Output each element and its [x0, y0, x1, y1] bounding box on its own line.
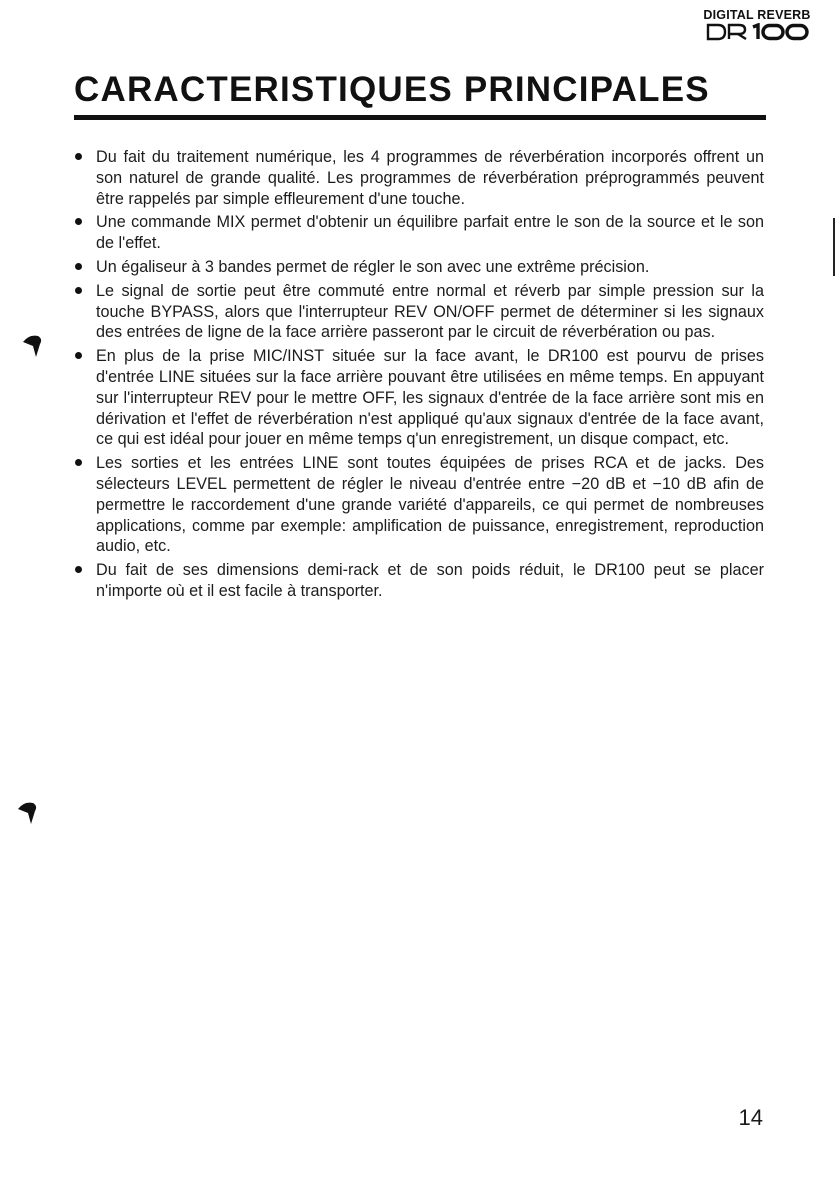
list-item	[72, 346, 764, 450]
list-item	[72, 147, 764, 209]
bullet-dot-icon	[75, 153, 82, 160]
list-item	[72, 257, 764, 278]
title-underline	[74, 115, 766, 120]
bullet-dot-icon	[75, 218, 82, 225]
page-title: CARACTERISTIQUES PRINCIPALES	[74, 70, 710, 109]
pointer-mark-icon	[17, 800, 39, 826]
bullet-dot-icon	[75, 287, 82, 294]
pointer-mark-icon	[22, 333, 44, 359]
margin-bar	[833, 218, 835, 276]
page-number: 14	[738, 1105, 763, 1130]
feature-text: Une commande MIX permet d'obtenir un équilibre parfait entre le son de la source et le son de l'effet.	[96, 213, 764, 253]
dr100-logo	[705, 23, 809, 41]
feature-text: Du fait du traitement numérique, les 4 programmes de réverbération incorporés offrent un son naturel de grande qualité. Les programmes de réverbération préprogrammés peuvent être rappelés par simple effleurement d'une touche.	[96, 148, 764, 208]
feature-text: Le signal de sortie peut être commuté entre normal et réverb par simple pression sur la touche BYPASS, alors que l'interrupteur REV ON/OFF permet de déterminer si les signaux des entrées de ligne de la face arrière passeront par le circuit de réverbération ou pas.	[96, 281, 764, 342]
product-header	[702, 8, 812, 41]
feature-text: En plus de la prise MIC/INST située sur la face avant, le DR100 est pourvu de prises d'entrée LINE situées sur la face arrière pouvant être utilisées en même temps. En appuyant sur l'interrupteur REV pour le mettre OFF, les signaux d'entrée de la face arrière sont mis en dérivation et l'effet de réverbération n'est appliqué qu'aux signaux d'entrée de la face avant, ce qui est idéal pour jouer en même temps q'un enregistrement, un disque compact, etc.	[96, 347, 764, 449]
bullet-dot-icon	[75, 459, 82, 466]
feature-text: Du fait de ses dimensions demi-rack et de son poids réduit, le DR100 peut se placer n'importe où et il est facile à transporter.	[96, 561, 764, 600]
list-item	[72, 560, 764, 602]
feature-text: Les sorties et les entrées LINE sont toutes équipées de prises RCA et de jacks. Des sélecteurs LEVEL permettent de régler le niveau d'entrée entre −20 dB et −10 dB afin de permettre le raccordement d'une grande variété d'appareils, ce qui permet de nombreuses applications, comme par exemple: amplification de puissance, enregistrement, reproduction audio, etc.	[96, 454, 764, 556]
header-subtitle: DIGITAL REVERB	[703, 8, 811, 22]
bullet-dot-icon	[75, 263, 82, 270]
list-item	[72, 453, 764, 557]
bullet-dot-icon	[75, 352, 82, 359]
list-item	[72, 212, 764, 254]
feature-list	[72, 147, 764, 605]
bullet-dot-icon	[75, 566, 82, 573]
feature-text: Un égaliseur à 3 bandes permet de régler le son avec une extrême précision.	[96, 257, 650, 276]
list-item	[72, 281, 764, 343]
